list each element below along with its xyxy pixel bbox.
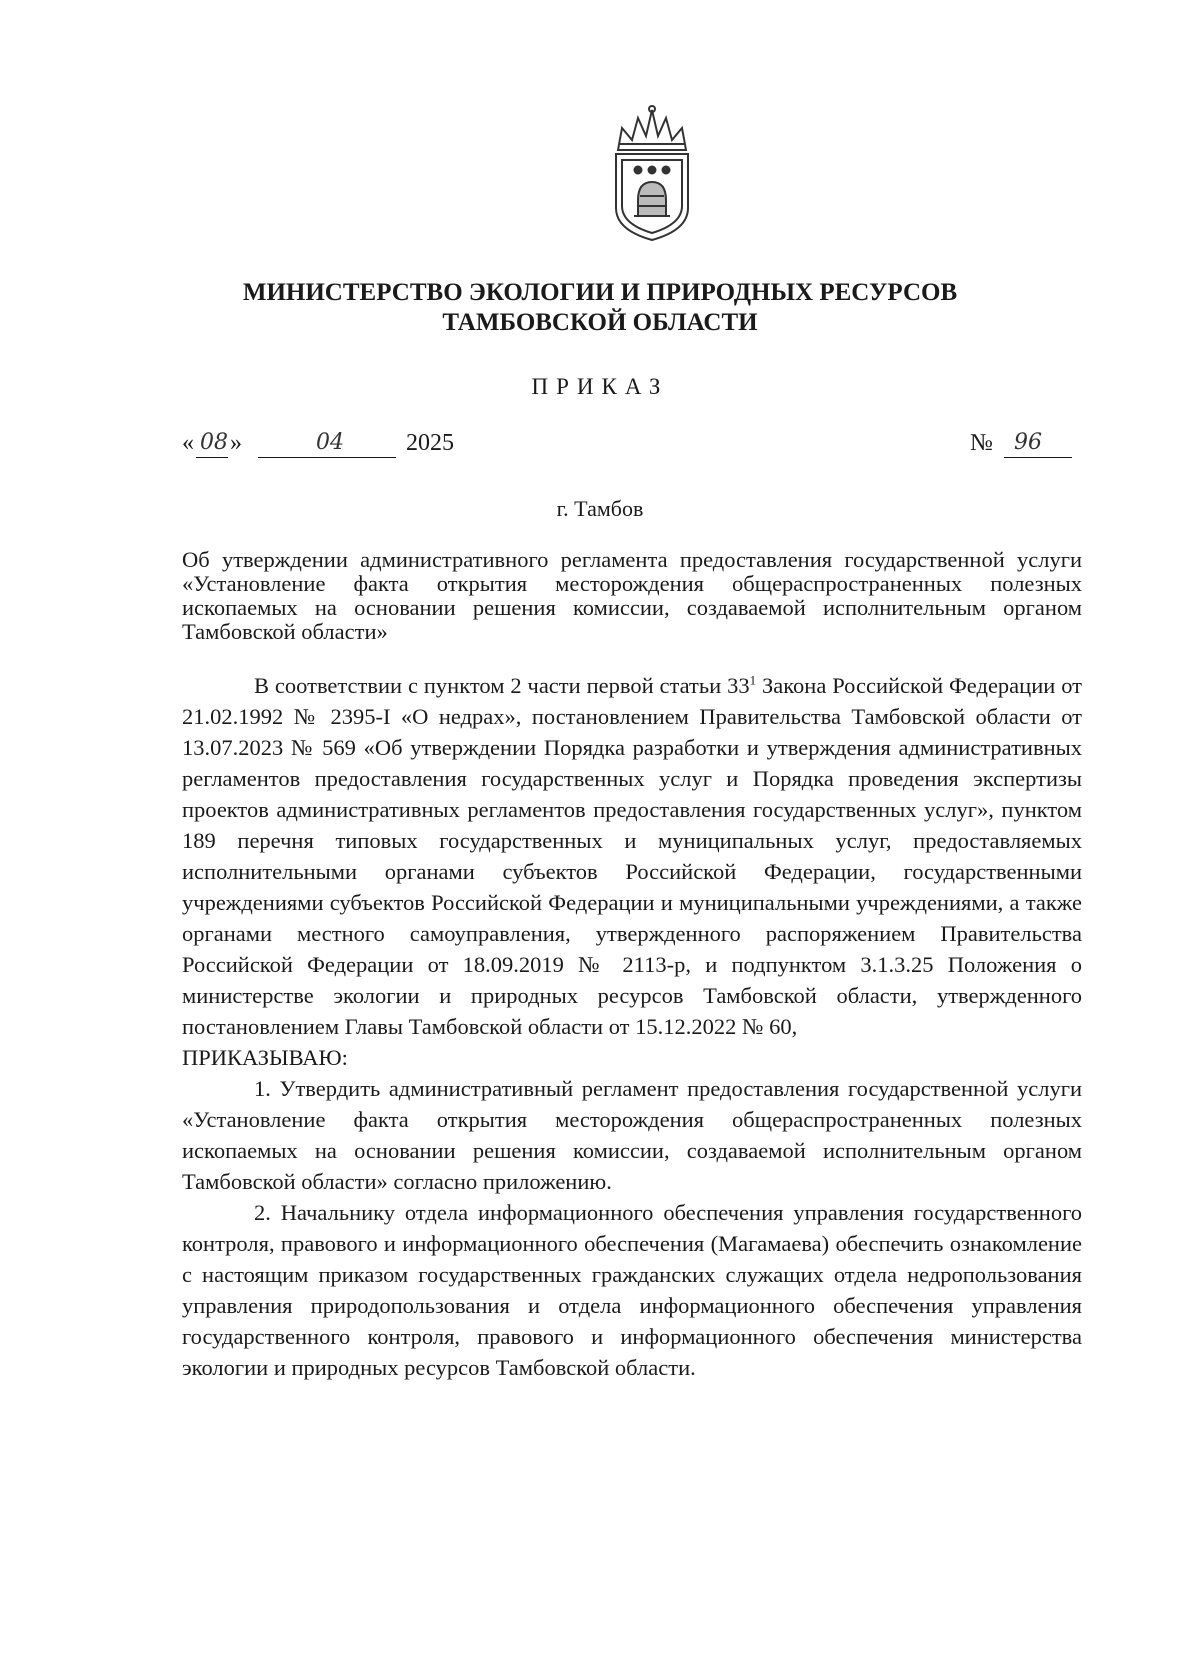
ministry-name-line-2: ТАМБОВСКОЙ ОБЛАСТИ [442,309,758,336]
order-item-1: 1. Утвердить административный регламент предоставления государственной услуги «Установление факта открытия месторождения общераспространенных полезных ископаемых на основании решения комиссии, создаваемой исполнительным органом Тамбовской области» согласно приложению. [182,1076,1082,1194]
date-close-quote: » [230,430,242,456]
order-number-label: № [970,430,993,456]
issuing-authority [0,278,1200,338]
tambov-coat-of-arms-icon [604,104,700,244]
preamble-text-start: В соответствии с пунктом 2 части первой статьи 33 [254,673,750,698]
date-month: 04 [316,430,344,455]
order-number-underline [1004,457,1072,458]
article-superscript: 1 [749,672,757,688]
date-and-number-line [182,430,1082,466]
order-word: ПРИКАЗЫВАЮ: [182,1045,348,1070]
date-day: 08 [200,430,228,455]
preamble-paragraph [182,670,1082,1042]
preamble-text-rest: Закона Российской Федерации от 21.02.1992 № 2395-I «О недрах», постановлением Правительства Тамбовской области от 13.07.2023 № 569 «Об утверждении Порядка разработки и утверждения административных регламентов предоставления государственных услуг и Порядка проведения экспертизы проектов административных регламентов предоставления государственных услуг», пунктом 189 перечня типовых государственных и муниципальных услуг, предоставляемых исполнительными органами субъектов Российской Федерации, государственными учреждениями субъектов Российской Федерации и муниципальными учреждениями, а также органами местного самоуправления, утвержденного распоряжением Правительства Российской Федерации от 18.09.2019 № 2113-р, и подпунктом 3.1.3.25 Положения о министерстве экологии и природных ресурсов Тамбовской области, утвержденного постановлением Главы Тамбовской области от 15.12.2022 № 60, [182,673,1082,1039]
order-body [182,670,1082,1383]
date-day-underline [196,457,228,458]
order-item-2: 2. Начальнику отдела информационного обеспечения управления государственного контроля, правового и информационного обеспечения (Магамаева) обеспечить ознакомление с настоящим приказом государственных гражданских служащих отдела недропользования управления природопользования и отдела информационного обеспечения управления государственного контроля, правового и информационного обеспечения министерства экологии и природных ресурсов Тамбовской области. [182,1200,1082,1380]
date-year: 2025 [406,430,454,456]
city: г. Тамбов [556,496,644,521]
date-month-underline [258,457,396,458]
document-type-heading: ПРИКАЗ [531,374,669,399]
order-subject: Об утверждении административного регламента предоставления государственной услуги «Установление факта открытия месторождения общераспространенных полезных ископаемых на основании решения комиссии, создаваемой исполнительным органом Тамбовской области» [182,547,1082,644]
order-number: 96 [1014,430,1042,455]
ministry-name-line-1: МИНИСТЕРСТВО ЭКОЛОГИИ И ПРИРОДНЫХ РЕСУРСОВ [242,279,958,306]
date-open-quote: « [182,430,194,456]
